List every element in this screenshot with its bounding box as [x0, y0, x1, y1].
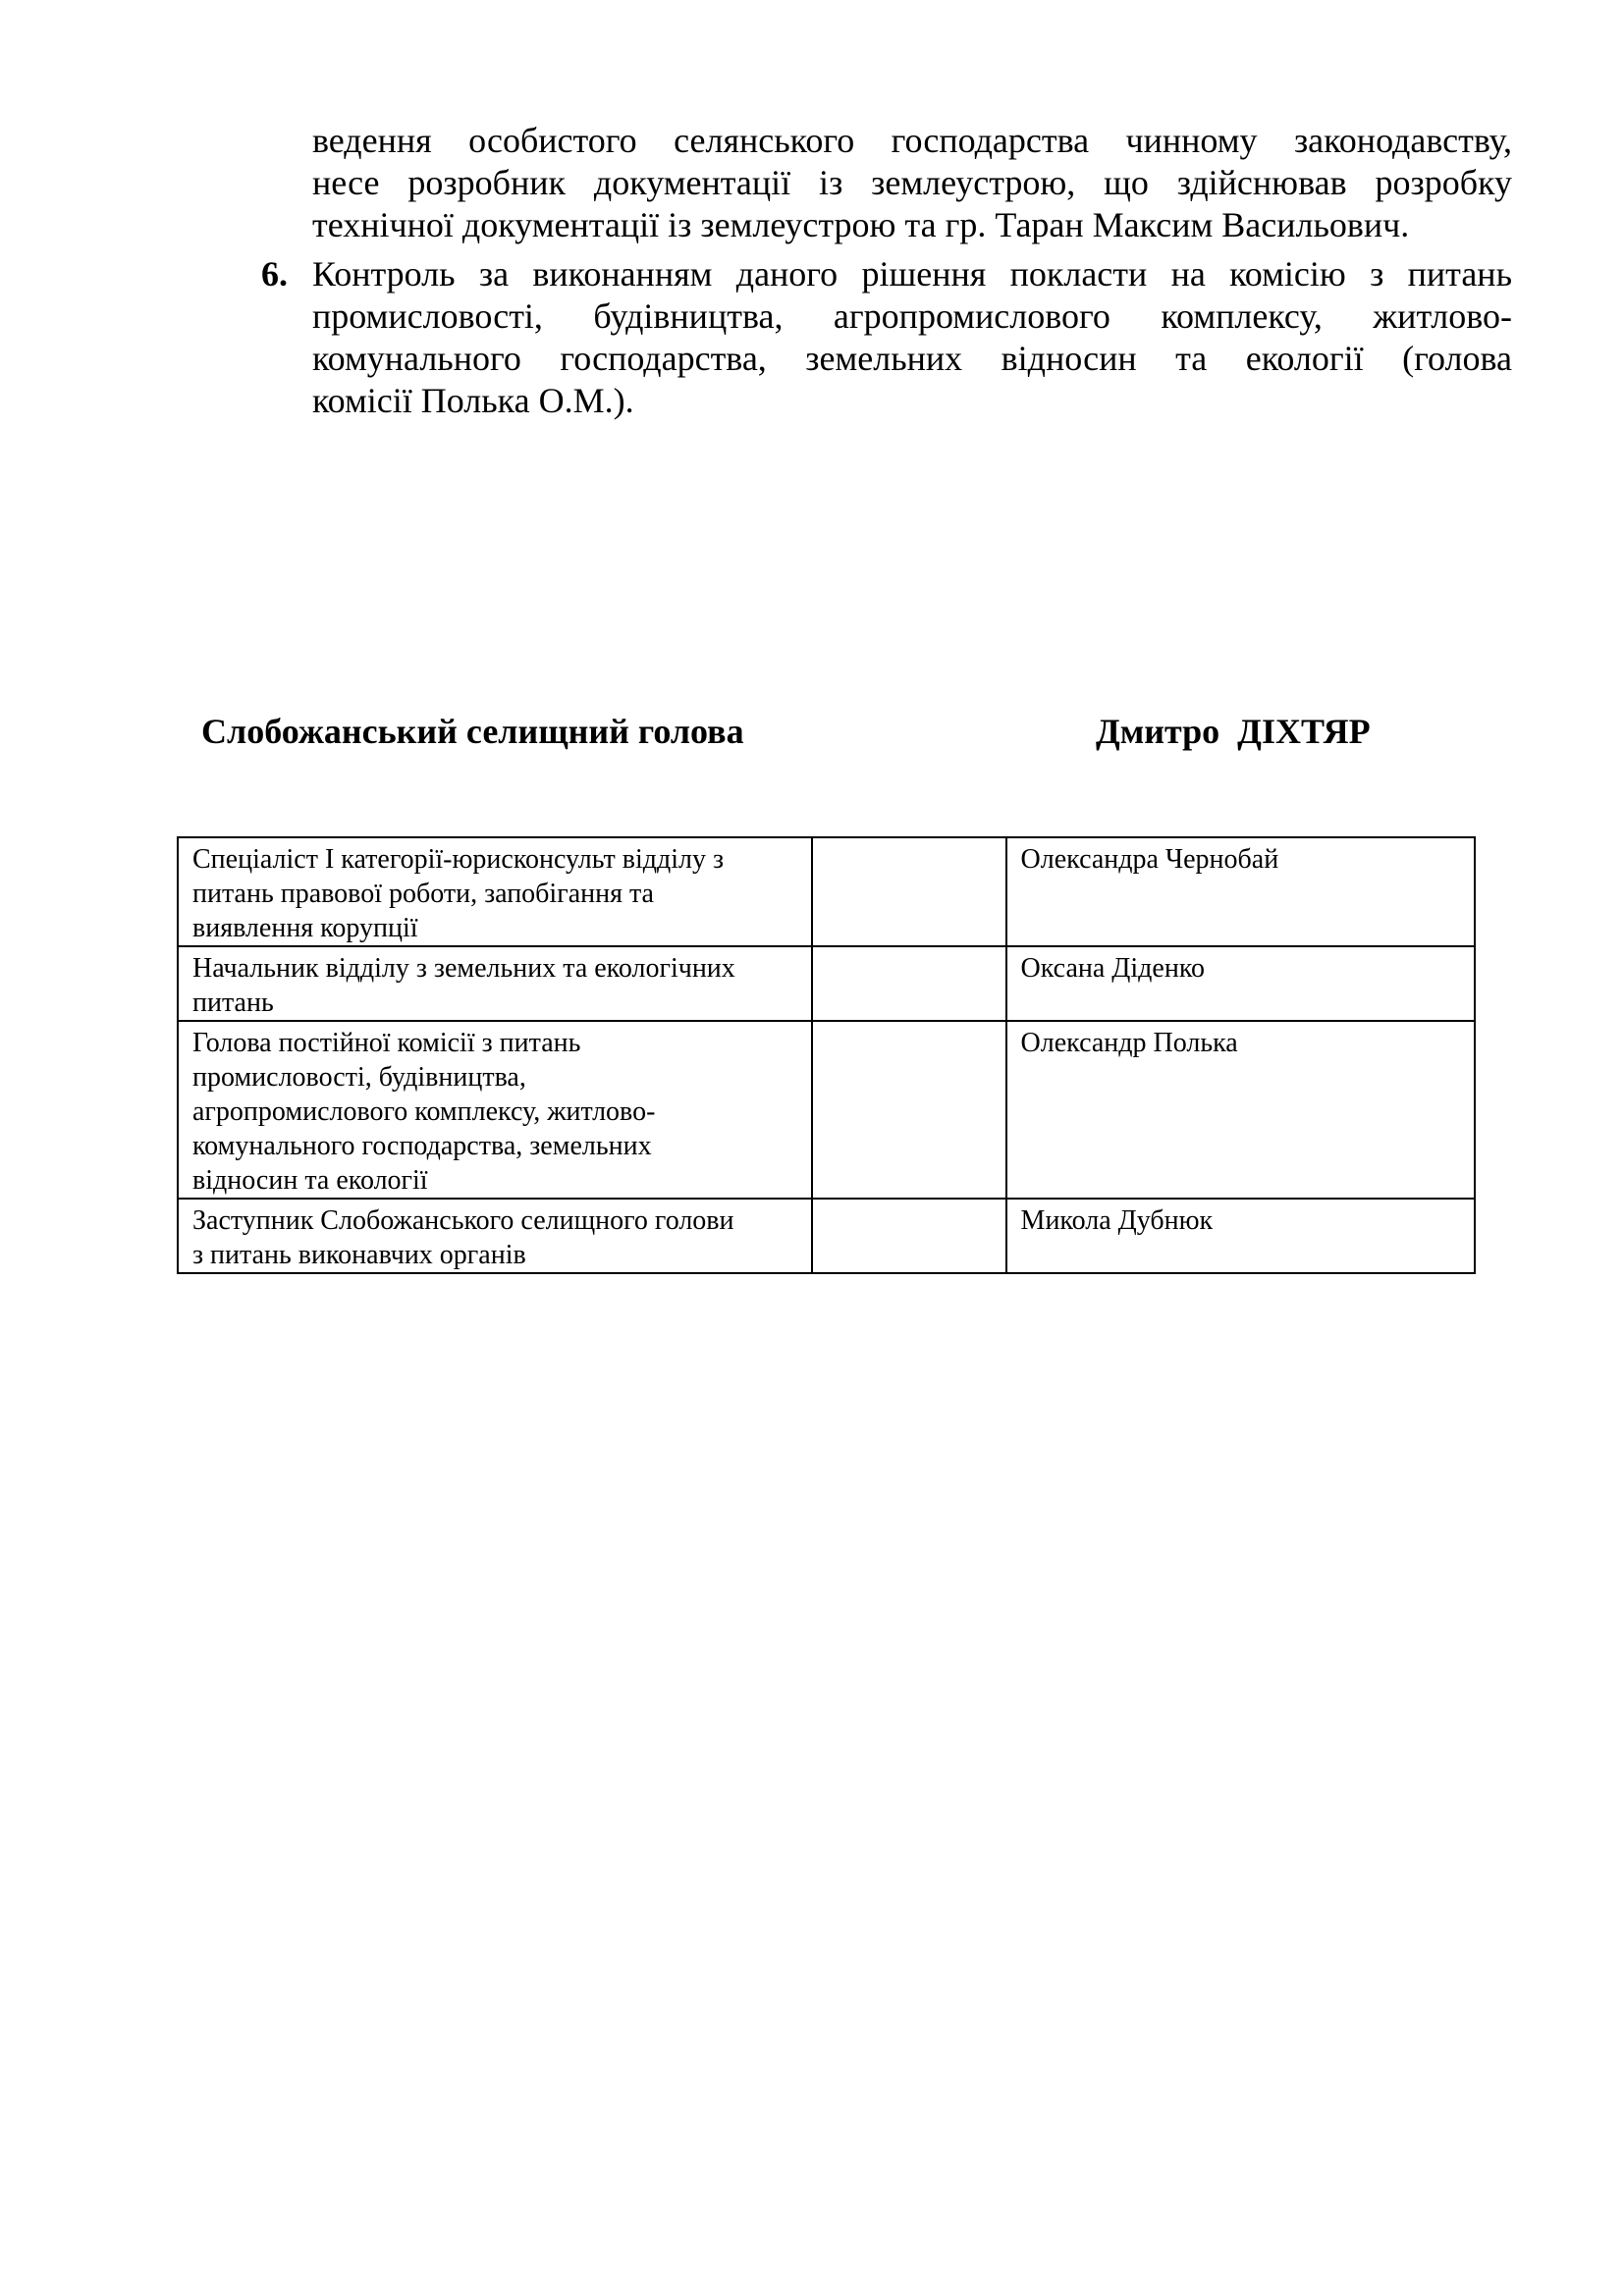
position-line: питань правової роботи, запобігання та: [192, 879, 654, 909]
position-cell: [178, 1021, 812, 1199]
table-row: [178, 1199, 1475, 1273]
paragraph-line: технічної документації із землеустрою та гр. Таран Максим Васильович.: [312, 205, 1410, 244]
name-cell: Микола Дубнюк: [1006, 1199, 1475, 1273]
name-cell: Олександра Чернобай: [1006, 837, 1475, 946]
position-line: агропромислового комплексу, житлово-: [192, 1096, 656, 1127]
approvals-table: [177, 836, 1476, 1274]
name-cell: Олександр Полька: [1006, 1021, 1475, 1199]
item-6-text: [312, 253, 1512, 422]
item-6-line: промисловості, будівництва, агропромислового комплексу, житлово-: [312, 296, 1512, 336]
position-line: Спеціаліст І категорії-юрисконсульт відділу з: [192, 844, 725, 875]
position-line: Голова постійної комісії з питань: [192, 1028, 581, 1058]
position-line: Начальник відділу з земельних та екологічних: [192, 953, 735, 984]
item-6-line: комісії Полька О.М.).: [312, 381, 634, 420]
signature-cell: [812, 837, 1006, 946]
paragraph-continuation: [312, 120, 1512, 246]
position-line: питань: [192, 988, 274, 1018]
signatory-name: Дмитро ДІХТЯР: [1096, 712, 1371, 751]
position-cell: [178, 1199, 812, 1273]
signatory-title: Слобожанський селищний голова: [201, 712, 744, 751]
signature-cell: [812, 1199, 1006, 1273]
paragraph-line: ведення особистого селянського господарства чинному законодавству,: [312, 121, 1512, 160]
table-row: [178, 837, 1475, 946]
position-line: відносин та екології: [192, 1165, 428, 1196]
item-6-line: комунального господарства, земельних відносин та екології (голова: [312, 339, 1512, 378]
position-cell: [178, 837, 812, 946]
name-cell: Оксана Діденко: [1006, 946, 1475, 1021]
table-row: [178, 1021, 1475, 1199]
position-line: промисловості, будівництва,: [192, 1062, 526, 1093]
position-line: Заступник Слобожанського селищного голови: [192, 1205, 734, 1236]
table-row: [178, 946, 1475, 1021]
paragraph-line: несе розробник документації із землеустрою, що здійснював розробку: [312, 163, 1512, 202]
position-line: комунального господарства, земельних: [192, 1131, 652, 1161]
signature-cell: [812, 1021, 1006, 1199]
position-line: з питань виконавчих органів: [192, 1240, 526, 1270]
item-6-line: Контроль за виконанням даного рішення покласти на комісію з питань: [312, 254, 1512, 294]
item-number: 6.: [261, 254, 288, 294]
signature-cell: [812, 946, 1006, 1021]
position-cell: [178, 946, 812, 1021]
position-line: виявлення корупції: [192, 913, 418, 943]
